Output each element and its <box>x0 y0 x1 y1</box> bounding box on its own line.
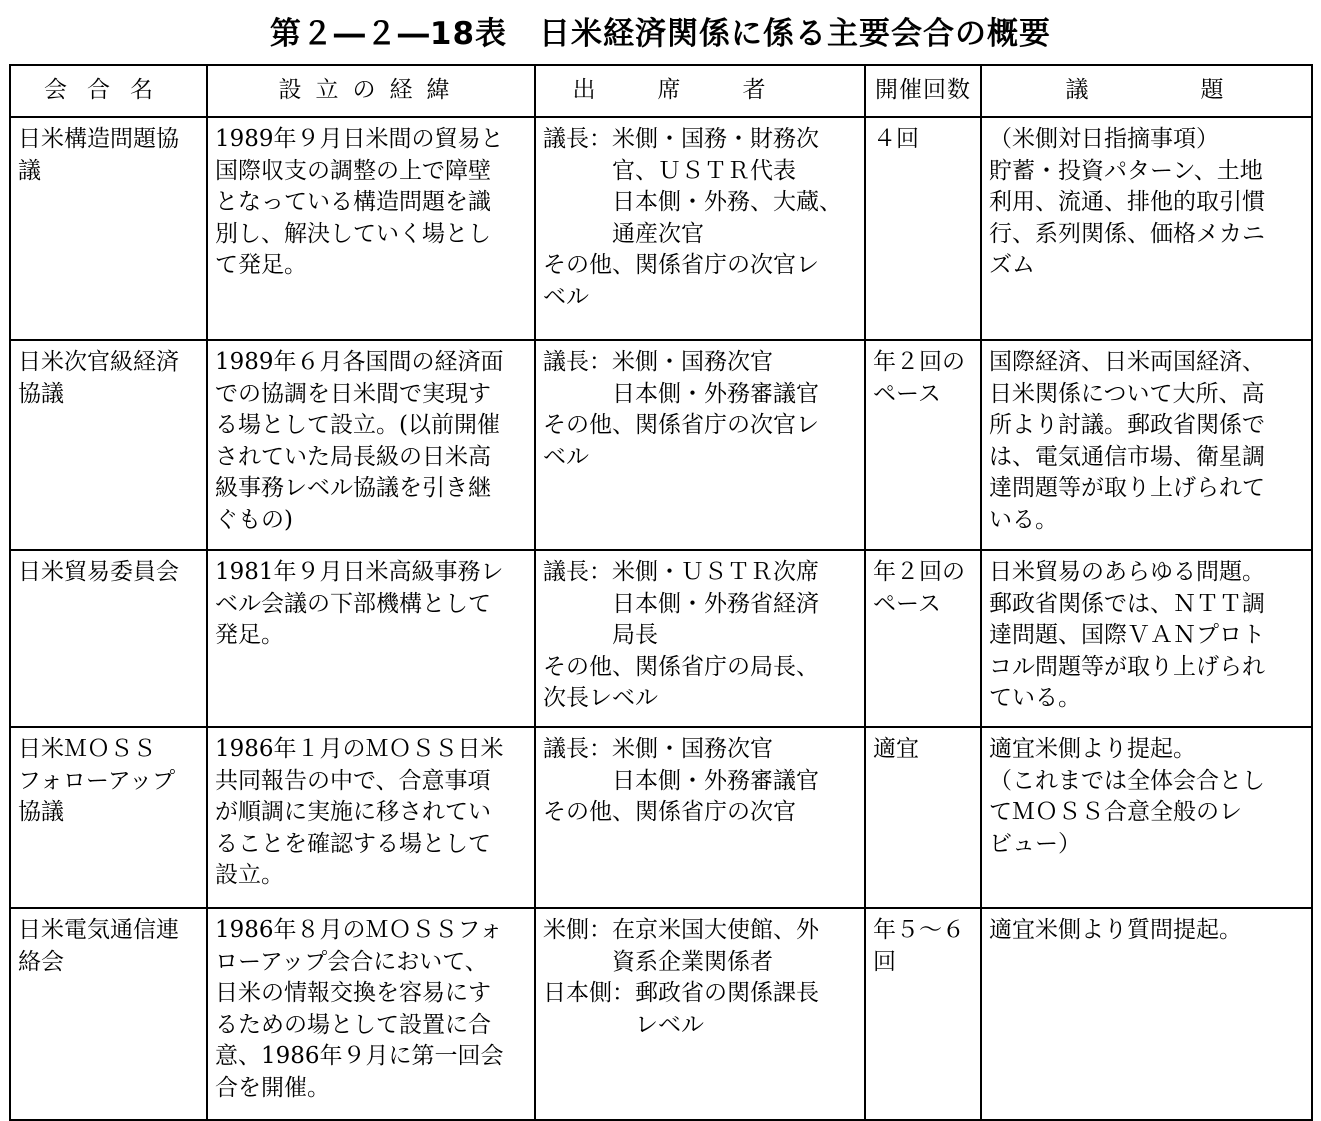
meetings-table <box>9 64 1313 1121</box>
table-row <box>10 908 1312 1120</box>
attendees-cell: 議長：米側・国務次官 日本側・外務審議官 その他、関係省庁の次官 <box>535 727 865 908</box>
header-topics: 議 題 <box>981 65 1312 117</box>
table-row <box>10 340 1312 550</box>
topics-cell: 日米貿易のあらゆる問題。 郵政省関係では、ＮＴＴ調 達問題、国際ＶＡＮプロト コル問題等が取り上げられ ている。 <box>981 550 1312 727</box>
count-cell: 年２回の ペース <box>865 340 981 550</box>
attendees-cell: 議長：米側・国務次官 日本側・外務審議官 その他、関係省庁の次官レ ベル <box>535 340 865 550</box>
topics-cell: 適宜米側より提起。 （これまでは全体会合とし てＭＯＳＳ合意全般のレ ビュー） <box>981 727 1312 908</box>
header-meeting-name: 会合名 <box>10 65 207 117</box>
count-cell: 年２回の ペース <box>865 550 981 727</box>
history-cell: 1989年９月日米間の貿易と 国際収支の調整の上で障壁 となっている構造問題を識 別し、解決していく場とし て発足。 <box>207 117 535 340</box>
table-row <box>10 117 1312 340</box>
count-cell: 適宜 <box>865 727 981 908</box>
history-cell: 1986年８月のＭＯＳＳフォ ローアップ会合において、 日米の情報交換を容易にす るための場として設置に合 意、1986年９月に第一回会 合を開催。 <box>207 908 535 1120</box>
meeting-name-cell: 日米構造問題協 議 <box>10 117 207 340</box>
attendees-cell: 米側：在京米国大使館、外 資系企業関係者 日本側：郵政省の関係課長 レベル <box>535 908 865 1120</box>
table-header-row <box>10 65 1312 117</box>
topics-cell: （米側対日指摘事項） 貯蓄・投資パターン、土地 利用、流通、排他的取引慣 行、系列関係、価格メカニ ズム <box>981 117 1312 340</box>
meeting-name-cell: 日米ＭＯＳＳ フォローアップ 協議 <box>10 727 207 908</box>
count-cell: ４回 <box>865 117 981 340</box>
history-cell: 1981年９月日米高級事務レ ベル会議の下部機構として 発足。 <box>207 550 535 727</box>
meeting-name-cell: 日米電気通信連 絡会 <box>10 908 207 1120</box>
attendees-cell: 議長：米側・ＵＳＴＲ次席 日本側・外務省経済 局長 その他、関係省庁の局長、 次長レベル <box>535 550 865 727</box>
header-history: 設立の経緯 <box>207 65 535 117</box>
meeting-name-cell: 日米貿易委員会 <box>10 550 207 727</box>
attendees-cell: 議長：米側・国務・財務次 官、ＵＳＴＲ代表 日本側・外務、大蔵、 通産次官 その他、関係省庁の次官レ ベル <box>535 117 865 340</box>
header-attendees: 出席者 <box>535 65 865 117</box>
page-title: 第２―２―18表 日米経済関係に係る主要会合の概要 <box>269 16 1052 52</box>
topics-cell: 適宜米側より質問提起。 <box>981 908 1312 1120</box>
meeting-name-cell: 日米次官級経済 協議 <box>10 340 207 550</box>
history-cell: 1986年１月のＭＯＳＳ日米 共同報告の中で、合意事項 が順調に実施に移されてい ることを確認する場として 設立。 <box>207 727 535 908</box>
history-cell: 1989年６月各国間の経済面 での協調を日米間で実現す る場として設立。(以前開催 されていた局長級の日米高 級事務レベル協議を引き継 ぐもの) <box>207 340 535 550</box>
table-row <box>10 550 1312 727</box>
count-cell: 年５～６ 回 <box>865 908 981 1120</box>
table-row <box>10 727 1312 908</box>
header-count: 開催回数 <box>865 65 981 117</box>
topics-cell: 国際経済、日米両国経済、 日米関係について大所、高 所より討議。郵政省関係で は、電気通信市場、衛星調 達問題等が取り上げられて いる。 <box>981 340 1312 550</box>
